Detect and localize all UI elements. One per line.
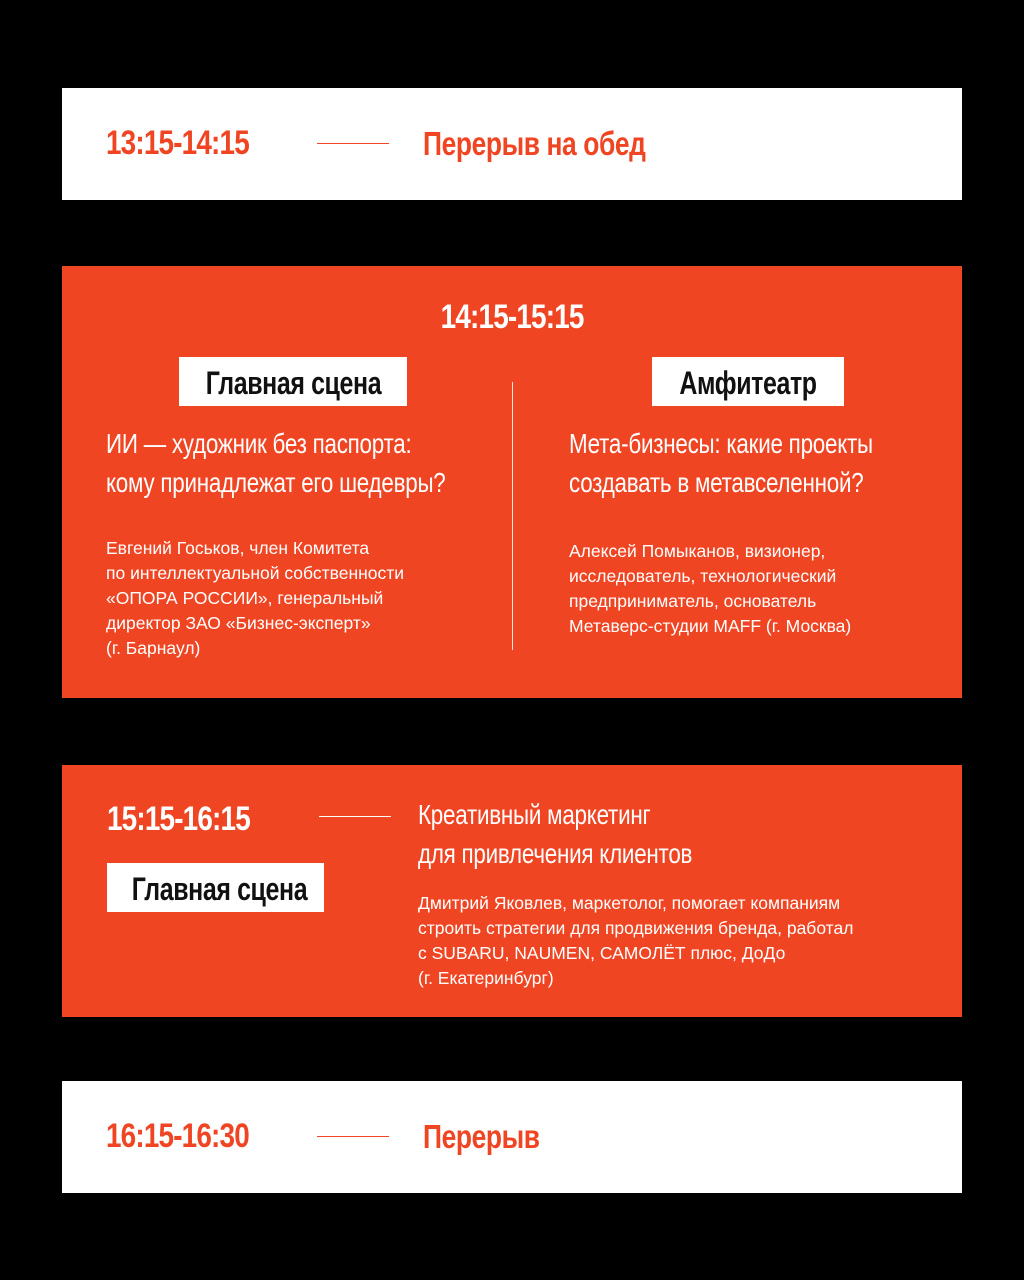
time-range: 16:15-16:30 <box>106 1117 249 1155</box>
time-range: 15:15-16:15 <box>107 800 250 838</box>
talk-title-right: Мета-бизнесы: какие проекты создавать в метавселенной? <box>569 428 873 498</box>
block-title: Перерыв на обед <box>423 125 646 162</box>
stage-tag-amphitheatre: Амфитеатр <box>652 357 844 406</box>
stage-tag-main: Главная сцена <box>179 357 407 406</box>
talk-title-left: ИИ — художник без паспорта: кому принадлежат его шедевры? <box>106 428 446 498</box>
separator-line <box>317 1136 389 1137</box>
time-range: 14:15-15:15 <box>440 298 584 336</box>
schedule-block-break <box>62 1081 962 1193</box>
schedule-block-marketing <box>62 765 962 1017</box>
separator-line <box>319 816 391 817</box>
separator-line <box>317 143 389 144</box>
talk-title: Креативный маркетинг для привлечения клиентов <box>418 799 693 869</box>
speaker-info: Дмитрий Яковлев, маркетолог, помогает компаниям строить стратегии для продвижения бренда, работал с SUBARU, NAUMEN, САМОЛЁТ плюс, ДоДо (г. Екатеринбург) <box>418 893 854 988</box>
schedule-block-lunch <box>62 88 962 200</box>
speaker-info-left: Евгений Госьков, член Комитета по интеллектуальной собственности «ОПОРА РОССИИ», генеральный директор ЗАО «Бизнес-эксперт» (г. Барнаул) <box>106 538 405 658</box>
time-range: 13:15-14:15 <box>106 124 249 162</box>
speaker-info-right: Алексей Помыканов, визионер, исследователь, технологический предприниматель, основатель Метаверс-студии MAFF (г. Москва) <box>569 541 852 636</box>
block-title: Перерыв <box>423 1118 540 1155</box>
stage-tag-main: Главная сцена <box>107 863 324 912</box>
column-divider <box>512 382 513 650</box>
schedule-block-parallel <box>62 266 962 698</box>
